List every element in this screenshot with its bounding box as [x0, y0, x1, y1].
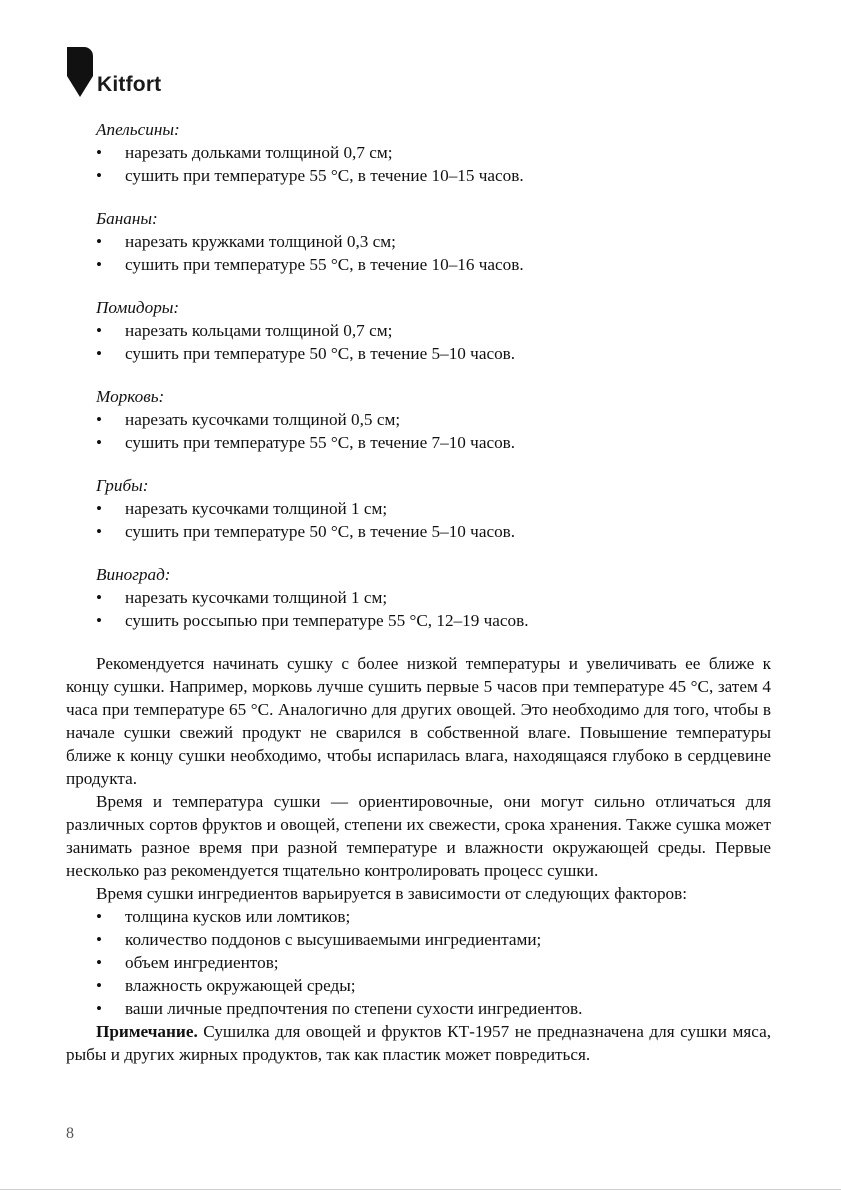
- note-paragraph: [66, 1020, 771, 1066]
- list-item: • сушить при температуре 50 °С, в течение 5–10 часов.: [96, 342, 771, 365]
- kitfort-logo-mark-icon: [67, 47, 93, 97]
- paragraph-time-varies: Время и температура сушки — ориентировочные, они могут сильно отличаться для различных сортов фруктов и овощей, степени их свежести, срока хранения. Также сушка может занимать разное время при разной температуре и влажности окружающей среды. Первые несколько раз рекомендуется тщательно контролировать процесс сушки.: [66, 792, 771, 880]
- factors-list: [66, 905, 771, 1020]
- section-title: Грибы:: [96, 476, 149, 495]
- list-item: • толщина кусков или ломтиков;: [96, 905, 771, 928]
- section-grapes: [66, 563, 771, 632]
- page-content: [66, 118, 771, 1066]
- list-item: • ваши личные предпочтения по степени сухости ингредиентов.: [96, 997, 771, 1020]
- section-mushrooms: [66, 474, 771, 543]
- list-item: • сушить при температуре 55 °С, в течение 7–10 часов.: [96, 431, 771, 454]
- section-tomatoes: [66, 296, 771, 365]
- instruction-list: [96, 586, 771, 632]
- list-item: • влажность окружающей среды;: [96, 974, 771, 997]
- list-item: • нарезать кружками толщиной 0,3 см;: [96, 230, 771, 253]
- instruction-list: [96, 319, 771, 365]
- section-title: Морковь:: [96, 387, 165, 406]
- section-oranges: [66, 118, 771, 187]
- list-item: • сушить при температуре 55 °С, в течение 10–15 часов.: [96, 164, 771, 187]
- paragraph-temperature: Рекомендуется начинать сушку с более низкой температуры и увеличивать ее ближе к концу сушки. Например, морковь лучше сушить первые 5 часов при температуре 45 °С, затем 4 часа при температуре 65 °С. Аналогично для других овощей. Это необходимо для того, чтобы в начале сушки свежий продукт не сварился в собственной влаге. Повышение температуры ближе к концу сушки необходимо, чтобы испарилась влага, находящаяся глубоко в сердцевине продукта.: [66, 654, 771, 788]
- list-item: • количество поддонов с высушиваемыми ингредиентами;: [96, 928, 771, 951]
- list-item: • нарезать кусочками толщиной 1 см;: [96, 497, 771, 520]
- kitfort-logo: [67, 47, 187, 97]
- note-label: Примечание.: [96, 1022, 198, 1041]
- instruction-list: [96, 497, 771, 543]
- list-item: • нарезать кусочками толщиной 0,5 см;: [96, 408, 771, 431]
- page-bottom-divider: [0, 1189, 841, 1190]
- section-title: Апельсины:: [96, 120, 180, 139]
- list-item: • объем ингредиентов;: [96, 951, 771, 974]
- list-item: • сушить при температуре 55 °С, в течение 10–16 часов.: [96, 253, 771, 276]
- list-item: • сушить россыпью при температуре 55 °С, 12–19 часов.: [96, 609, 771, 632]
- list-item: • нарезать кусочками толщиной 1 см;: [96, 586, 771, 609]
- brand-name: Kitfort: [97, 73, 162, 96]
- paragraph-factors-intro: Время сушки ингредиентов варьируется в зависимости от следующих факторов:: [96, 884, 688, 903]
- instruction-list: [96, 230, 771, 276]
- list-item: • нарезать дольками толщиной 0,7 см;: [96, 141, 771, 164]
- section-bananas: [66, 207, 771, 276]
- section-title: Бананы:: [96, 209, 158, 228]
- section-title: Помидоры:: [96, 298, 180, 317]
- note-text: Сушилка для овощей и фруктов КТ-1957 не предназначена для сушки мяса, рыбы и других жирных продуктов, так как пластик может повредиться.: [66, 1022, 771, 1064]
- list-item: • сушить при температуре 50 °С, в течение 5–10 часов.: [96, 520, 771, 543]
- section-title: Виноград:: [96, 565, 171, 584]
- page-number: 8: [66, 1125, 74, 1142]
- instruction-list: [96, 408, 771, 454]
- section-carrots: [66, 385, 771, 454]
- list-item: • нарезать кольцами толщиной 0,7 см;: [96, 319, 771, 342]
- instruction-list: [96, 141, 771, 187]
